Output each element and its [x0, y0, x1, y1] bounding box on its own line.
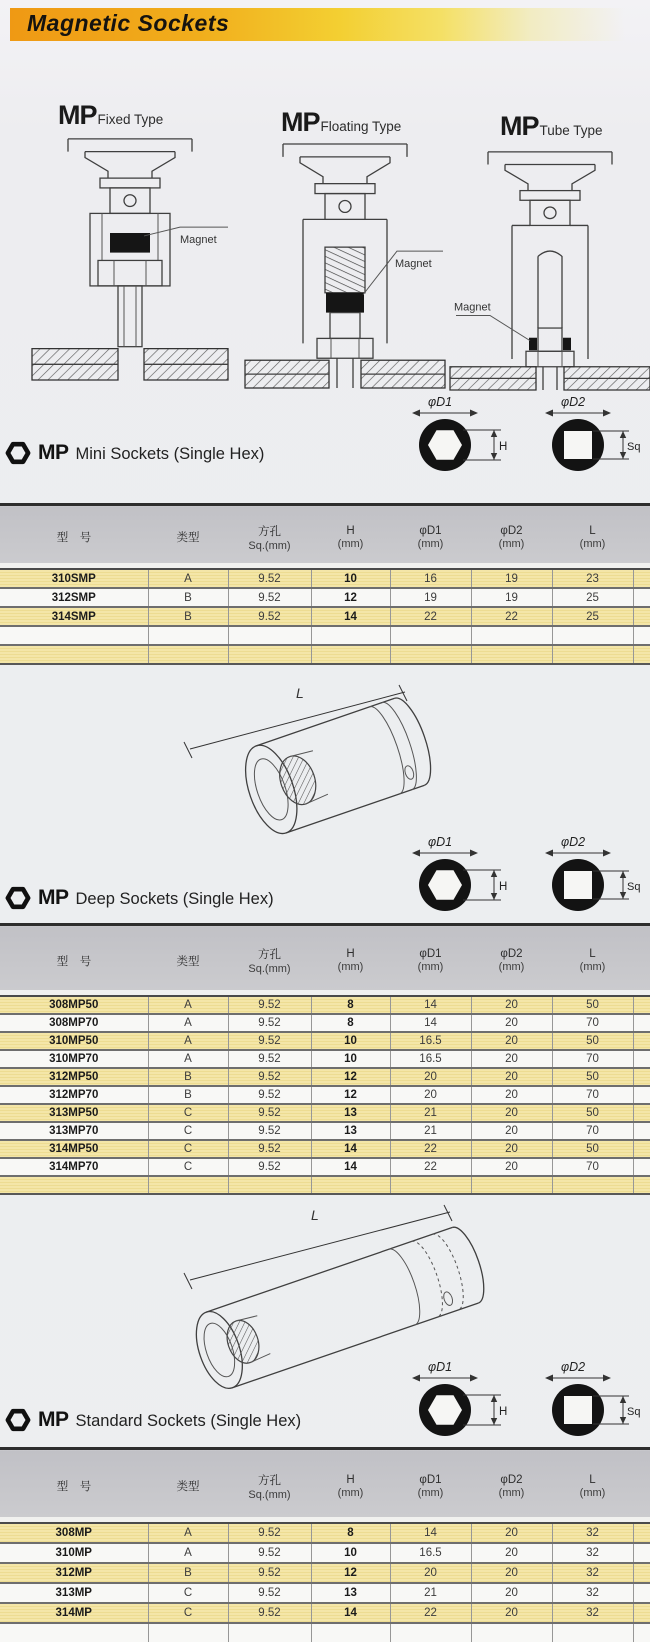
column-header: H (mm): [311, 925, 390, 997]
section-header-deep: MP Deep Sockets (Single Hex): [6, 886, 274, 910]
table-cell: 9.52: [228, 588, 311, 607]
table-row: [0, 1563, 650, 1583]
table-cell: [471, 1623, 552, 1642]
sq-label: Sq: [627, 441, 641, 453]
table-cell: 9.52: [228, 1068, 311, 1086]
table-cell: [552, 626, 633, 645]
spacer-cell: [633, 607, 650, 626]
spacer-cell: [633, 1032, 650, 1050]
table-cell: 25: [552, 588, 633, 607]
column-header: 类型: [148, 925, 228, 997]
sq-label: Sq: [627, 881, 641, 893]
spacer-cell: [633, 1158, 650, 1176]
column-header: H (mm): [311, 1449, 390, 1524]
table-cell: A: [148, 1523, 228, 1543]
table-row: [0, 1032, 650, 1050]
table-cell: [228, 626, 311, 645]
table-cell: 70: [552, 1014, 633, 1032]
table-cell: 12: [311, 588, 390, 607]
table-row: [0, 607, 650, 626]
table-cell: 20: [471, 1158, 552, 1176]
table-cell: 20: [471, 996, 552, 1014]
table-cell: C: [148, 1140, 228, 1158]
d1-label: φD1: [428, 835, 453, 849]
table-cell: 9.52: [228, 1583, 311, 1603]
table-cell: [148, 1623, 228, 1642]
table-cell: 313MP: [0, 1583, 148, 1603]
sq-label: Sq: [627, 1406, 641, 1418]
d1-label: φD1: [428, 1360, 453, 1374]
table-row: [0, 1543, 650, 1563]
column-header: φD2 (mm): [471, 1449, 552, 1524]
table-cell: 20: [390, 1068, 471, 1086]
table-cell: 20: [471, 1086, 552, 1104]
spacer-column: [633, 1449, 650, 1524]
table-row: [0, 1014, 650, 1032]
hex-socket-icon: [6, 1408, 30, 1432]
table-row: [0, 1068, 650, 1086]
dimension-legend: [400, 833, 645, 925]
table-cell: 310MP70: [0, 1050, 148, 1068]
table-cell: A: [148, 1032, 228, 1050]
table-cell: 312MP: [0, 1563, 148, 1583]
table-cell: 20: [471, 1563, 552, 1583]
table-cell: 13: [311, 1122, 390, 1140]
spacer-cell: [633, 996, 650, 1014]
spacer-column: [633, 505, 650, 570]
table-cell: 9.52: [228, 1523, 311, 1543]
table-cell: C: [148, 1158, 228, 1176]
column-header: φD1 (mm): [390, 925, 471, 997]
table-row: [0, 996, 650, 1014]
table-cell: B: [148, 1563, 228, 1583]
column-header: 类型: [148, 1449, 228, 1524]
table-cell: 14: [390, 1523, 471, 1543]
spacer-cell: [633, 1543, 650, 1563]
d1-label: φD1: [428, 395, 453, 409]
table-cell: [552, 1176, 633, 1194]
table-cell: 20: [390, 1563, 471, 1583]
table-cell: 9.52: [228, 1086, 311, 1104]
table-cell: 308MP50: [0, 996, 148, 1014]
spacer-cell: [633, 1050, 650, 1068]
floating-type-diagram: [245, 140, 445, 388]
table-cell: 8: [311, 1014, 390, 1032]
column-header: L (mm): [552, 925, 633, 997]
column-header: φD1 (mm): [390, 505, 471, 570]
table-cell: [311, 626, 390, 645]
table-cell: 13: [311, 1104, 390, 1122]
table-cell: [390, 1623, 471, 1642]
table-cell: 20: [471, 1014, 552, 1032]
table-cell: [148, 626, 228, 645]
standard-sockets-table: [0, 1447, 650, 1642]
table-cell: 14: [311, 607, 390, 626]
table-row: [0, 1583, 650, 1603]
table-cell: B: [148, 607, 228, 626]
table-cell: 9.52: [228, 1122, 311, 1140]
table-cell: 313MP70: [0, 1122, 148, 1140]
table-cell: A: [148, 1050, 228, 1068]
spacer-cell: [633, 1603, 650, 1623]
table-cell: 20: [471, 1104, 552, 1122]
table-cell: 23: [552, 569, 633, 588]
h-label: H: [499, 881, 508, 893]
table-cell: 312SMP: [0, 588, 148, 607]
table-cell: [311, 1623, 390, 1642]
table-cell: 9.52: [228, 1603, 311, 1623]
table-cell: 25: [552, 607, 633, 626]
table-cell: 14: [311, 1158, 390, 1176]
fixed-type-diagram: [30, 135, 230, 380]
length-label: L: [296, 685, 304, 701]
magnet-label: Magnet: [395, 258, 432, 270]
spacer-cell: [633, 1140, 650, 1158]
table-cell: 12: [311, 1068, 390, 1086]
table-row: [0, 588, 650, 607]
table-row: [0, 1158, 650, 1176]
table-cell: 50: [552, 1032, 633, 1050]
table-cell: 10: [311, 569, 390, 588]
table-cell: 9.52: [228, 1543, 311, 1563]
dimension-legend: [400, 393, 645, 485]
spacer-cell: [633, 645, 650, 664]
table-cell: C: [148, 1104, 228, 1122]
column-header: 方孔 Sq.(mm): [228, 925, 311, 997]
table-cell: 20: [471, 1032, 552, 1050]
table-cell: B: [148, 1068, 228, 1086]
magnet-floating: [326, 293, 364, 313]
table-cell: 9.52: [228, 1104, 311, 1122]
table-row: [0, 1086, 650, 1104]
tube-type-diagram: [450, 148, 650, 390]
diagram-title-tube: MP Tube Type: [500, 111, 603, 141]
table-cell: [471, 626, 552, 645]
table-cell: 50: [552, 1140, 633, 1158]
table-cell: 314MP: [0, 1603, 148, 1623]
mini-sockets-table: [0, 503, 650, 665]
table-cell: 14: [311, 1140, 390, 1158]
mini-socket-illustration: [150, 656, 510, 842]
table-cell: 32: [552, 1543, 633, 1563]
table-cell: B: [148, 588, 228, 607]
deep-sockets-table: [0, 923, 650, 1195]
spacer-cell: [633, 1086, 650, 1104]
spacer-cell: [633, 1068, 650, 1086]
table-cell: 10: [311, 1050, 390, 1068]
column-header: L (mm): [552, 505, 633, 570]
spacer-cell: [633, 1623, 650, 1642]
table-header-row: [0, 1449, 650, 1524]
table-cell: 13: [311, 1583, 390, 1603]
table-row: [0, 1122, 650, 1140]
table-cell: C: [148, 1122, 228, 1140]
table-cell: 308MP: [0, 1523, 148, 1543]
table-cell: 313MP50: [0, 1104, 148, 1122]
table-cell: 312MP70: [0, 1086, 148, 1104]
column-header: 型 号: [0, 925, 148, 997]
table-cell: A: [148, 569, 228, 588]
table-cell: 16.5: [390, 1543, 471, 1563]
column-header: 类型: [148, 505, 228, 570]
column-header: H (mm): [311, 505, 390, 570]
spacer-cell: [633, 1563, 650, 1583]
table-row: [0, 1603, 650, 1623]
column-header: 方孔 Sq.(mm): [228, 1449, 311, 1524]
table-cell: 21: [390, 1583, 471, 1603]
column-header: L (mm): [552, 1449, 633, 1524]
table-cell: 9.52: [228, 1014, 311, 1032]
column-header: 型 号: [0, 505, 148, 570]
table-cell: 14: [311, 1603, 390, 1623]
table-cell: 19: [390, 588, 471, 607]
table-cell: [0, 1623, 148, 1642]
table-cell: 32: [552, 1603, 633, 1623]
length-label: L: [311, 1207, 319, 1223]
table-cell: A: [148, 1543, 228, 1563]
page-banner: [10, 8, 644, 41]
table-cell: C: [148, 1603, 228, 1623]
column-header: φD2 (mm): [471, 505, 552, 570]
table-cell: 21: [390, 1104, 471, 1122]
table-cell: [228, 1623, 311, 1642]
table-cell: 310SMP: [0, 569, 148, 588]
table-cell: 32: [552, 1523, 633, 1543]
table-cell: 20: [471, 1068, 552, 1086]
table-cell: B: [148, 1086, 228, 1104]
table-cell: 14: [390, 1014, 471, 1032]
table-cell: 22: [390, 1603, 471, 1623]
table-cell: 9.52: [228, 1563, 311, 1583]
table-cell: 20: [471, 1140, 552, 1158]
table-row: [0, 1050, 650, 1068]
table-cell: 314MP50: [0, 1140, 148, 1158]
table-cell: 22: [471, 607, 552, 626]
column-header: φD2 (mm): [471, 925, 552, 997]
table-cell: 20: [471, 1523, 552, 1543]
table-cell: 20: [471, 1122, 552, 1140]
spacer-cell: [633, 569, 650, 588]
spacer-cell: [633, 1104, 650, 1122]
diagram-title-floating: MP Floating Type: [281, 107, 402, 137]
h-label: H: [499, 441, 508, 453]
column-header: 型 号: [0, 1449, 148, 1524]
table-cell: 310MP50: [0, 1032, 148, 1050]
table-cell: 9.52: [228, 607, 311, 626]
column-header: φD1 (mm): [390, 1449, 471, 1524]
table-cell: 70: [552, 1050, 633, 1068]
hex-socket-icon: [6, 886, 30, 910]
table-cell: [0, 626, 148, 645]
table-cell: A: [148, 1014, 228, 1032]
table-cell: 9.52: [228, 1050, 311, 1068]
table-cell: 16.5: [390, 1050, 471, 1068]
table-cell: 50: [552, 1104, 633, 1122]
table-cell: 312MP50: [0, 1068, 148, 1086]
table-row: [0, 1140, 650, 1158]
table-cell: 70: [552, 1086, 633, 1104]
table-cell: 10: [311, 1543, 390, 1563]
table-row: [0, 1523, 650, 1543]
section-header-mini: MP Mini Sockets (Single Hex): [6, 441, 264, 465]
table-cell: 314MP70: [0, 1158, 148, 1176]
table-cell: 8: [311, 996, 390, 1014]
table-row: [0, 1104, 650, 1122]
spacer-column: [633, 925, 650, 997]
spacer-cell: [633, 588, 650, 607]
magnet-label: Magnet: [454, 301, 491, 314]
table-cell: 50: [552, 996, 633, 1014]
table-cell: 314SMP: [0, 607, 148, 626]
table-header-row: [0, 925, 650, 997]
table-cell: 19: [471, 569, 552, 588]
table-cell: 20: [471, 1543, 552, 1563]
table-header-row: [0, 505, 650, 570]
table-cell: 8: [311, 1523, 390, 1543]
table-cell: 22: [390, 1140, 471, 1158]
diagram-title-fixed: MP Fixed Type: [58, 100, 164, 130]
table-cell: 20: [390, 1086, 471, 1104]
table-cell: 12: [311, 1563, 390, 1583]
table-cell: 310MP: [0, 1543, 148, 1563]
table-cell: 10: [311, 1032, 390, 1050]
table-row: [0, 569, 650, 588]
magnet-tube-left: [529, 338, 537, 351]
table-cell: A: [148, 996, 228, 1014]
table-cell: [0, 645, 148, 664]
table-cell: 22: [390, 1158, 471, 1176]
table-cell: 70: [552, 1158, 633, 1176]
table-cell: 9.52: [228, 1158, 311, 1176]
table-cell: 21: [390, 1122, 471, 1140]
section-header-standard: MP Standard Sockets (Single Hex): [6, 1408, 301, 1432]
spacer-cell: [633, 1176, 650, 1194]
table-cell: 32: [552, 1563, 633, 1583]
hex-socket-icon: [6, 441, 30, 465]
d2-label: φD2: [561, 1360, 586, 1374]
table-cell: 22: [390, 607, 471, 626]
table-cell: 16: [390, 569, 471, 588]
table-cell: 70: [552, 1122, 633, 1140]
table-cell: 20: [471, 1050, 552, 1068]
table-cell: 20: [471, 1583, 552, 1603]
table-cell: 16.5: [390, 1032, 471, 1050]
table-cell: 20: [471, 1603, 552, 1623]
magnet-tube-right: [563, 338, 571, 351]
table-cell: [390, 626, 471, 645]
page-title: Magnetic Sockets: [27, 10, 230, 36]
magnet-label: Magnet: [179, 233, 217, 246]
table-cell: 12: [311, 1086, 390, 1104]
table-cell: 9.52: [228, 1140, 311, 1158]
column-header: 方孔 Sq.(mm): [228, 505, 311, 570]
deep-socket-illustration: [115, 1186, 555, 1376]
table-cell: C: [148, 1583, 228, 1603]
table-cell: 9.52: [228, 569, 311, 588]
spacer-cell: [633, 1583, 650, 1603]
spacer-cell: [633, 1523, 650, 1543]
table-row: [0, 1623, 650, 1642]
table-cell: 9.52: [228, 996, 311, 1014]
table-cell: 14: [390, 996, 471, 1014]
spacer-cell: [633, 1122, 650, 1140]
table-cell: [552, 645, 633, 664]
spacer-cell: [633, 1014, 650, 1032]
table-cell: 19: [471, 588, 552, 607]
d2-label: φD2: [561, 395, 586, 409]
table-cell: 32: [552, 1583, 633, 1603]
table-cell: 9.52: [228, 1032, 311, 1050]
table-cell: 50: [552, 1068, 633, 1086]
table-cell: 308MP70: [0, 1014, 148, 1032]
spacer-cell: [633, 626, 650, 645]
d2-label: φD2: [561, 835, 586, 849]
table-row: [0, 626, 650, 645]
h-label: H: [499, 1406, 508, 1418]
table-cell: [552, 1623, 633, 1642]
